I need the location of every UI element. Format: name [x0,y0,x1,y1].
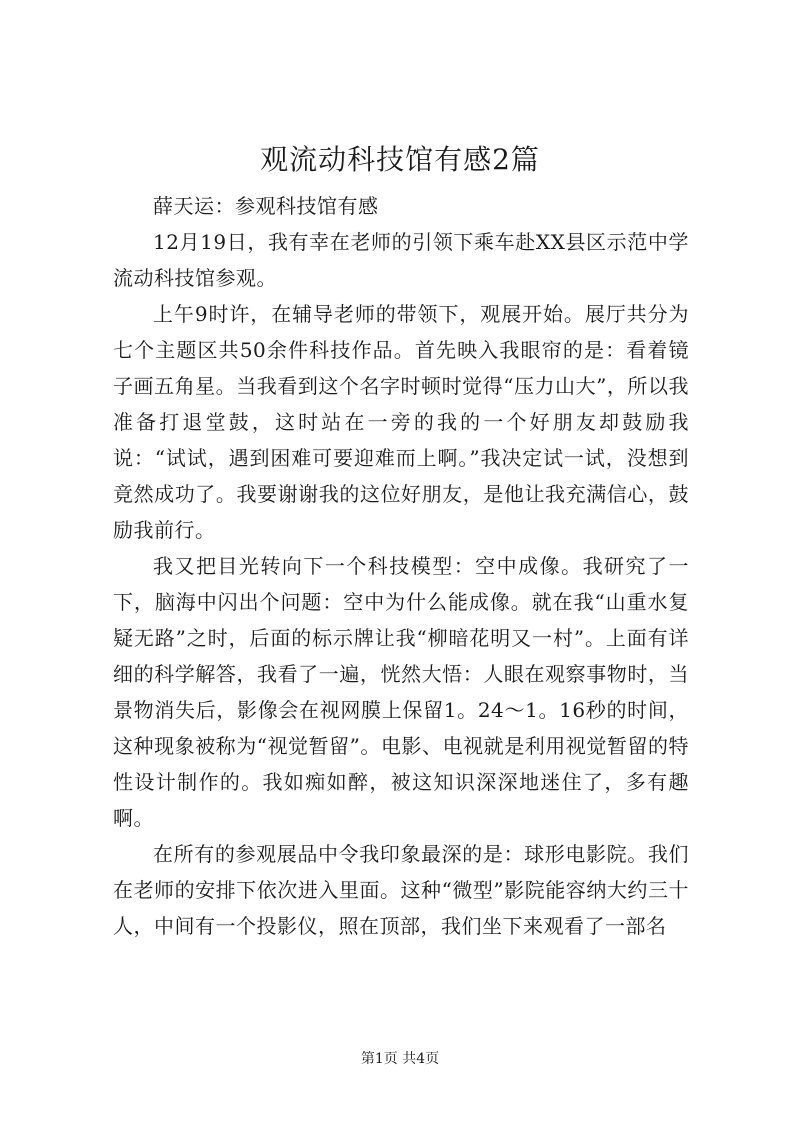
paragraph-4: 在所有的参观展品中令我印象最深的是：球形电影院。我们在老师的安排下依次进入里面。这种“微型”影院能容纳大约三十人，中间有一个投影仪，照在顶部，我们坐下来观看了一部名 [113,842,689,938]
paragraph-1: 12月19日，我有幸在老师的引领下乘车赴XX县区示范中学流动科技馆参观。 [113,230,689,290]
page-number-footer: 第1页 共4页 [360,1051,440,1067]
document-body [113,188,689,944]
paragraph-2: 上午9时许，在辅导老师的带领下，观展开始。展厅共分为七个主题区共50余件科技作品。首先映入我眼帘的是：看着镜子画五角星。当我看到这个名字时顿时觉得“压力山大”，所以我准备打退堂鼓，这时站在一旁的我的一个好朋友却鼓励我说：“试试，遇到困难可要迎难而上啊。”我决定试一试，没想到竟然成功了。我要谢谢我的这位好朋友，是他让我充满信心，鼓励我前行。 [113,302,689,542]
paragraph-3: 我又把目光转向下一个科技模型：空中成像。我研究了一下，脑海中闪出个问题：空中为什么能成像。就在我“山重水复疑无路”之时，后面的标示牌让我“柳暗花明又一村”。上面有详细的科学解答，我看了一遍，恍然大悟：人眼在观察事物时，当景物消失后，影像会在视网膜上保留1。24～1。16秒的时间，这种现象被称为“视觉暂留”。电影、电视就是利用视觉暂留的特性设计制作的。我如痴如醉，被这知识深深地迷住了，多有趣啊。 [113,554,689,830]
paragraph-author-line: 薛天运：参观科技馆有感 [153,194,379,218]
document-title: 观流动科技馆有感2篇 [260,143,540,176]
